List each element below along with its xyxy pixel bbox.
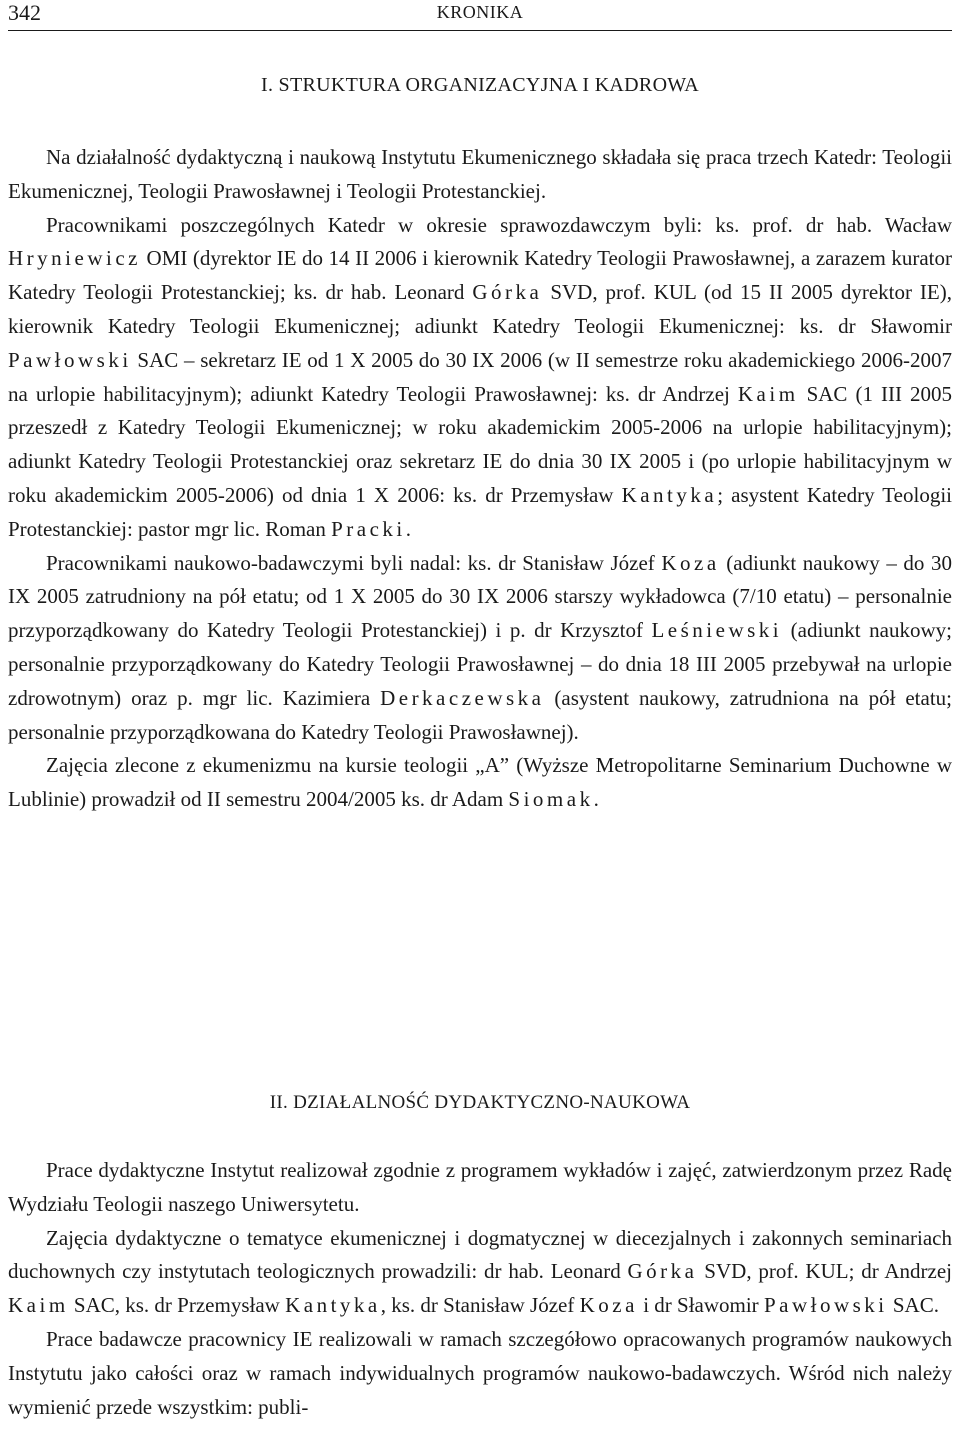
paragraph-research: Prace badawcze pracownicy IE realizowali w ramach szczegółowo opracowanych programów naukowych Instytutu jako całości oraz w ramach indywidualnych programów naukowo-badawczych. Wśród nich należy wymienić przede wszystkim: publi- [8, 1326, 952, 1419]
paragraph-staff: Pracownikami poszczególnych Katedr w okresie sprawozdawczym byli: ks. prof. dr hab. Wacław Hryniewicz OMI (dyrektor IE do 14 II 2006 i kierownik Katedry Teologii Prawosławnej, a zarazem kurator Katedry Teologii Protestanckiej; ks. dr hab. Leonard Górka SVD, prof. KUL (od 15 II 2005 dyrektor IE), kierownik Katedry Teologii Ekumenicznej; adiunkt Katedry Teologii Ekumenicznej: ks. dr Sławomir Pawłowski SAC – sekretarz IE od 1 X 2005 do 30 IX 2006 (w II semestrze roku akademickiego 2006-2007 na urlopie habilitacyjnym); adiunkt Katedry Teologii Prawosławnej: ks. dr Andrzej Kaim SAC (1 III 2005 przeszedł z Katedry Teologii Ekumenicznej; w roku akademickim 2005-2006 na urlopie habilitacyjnym); adiunkt Katedry Teologii Protestanckiej oraz sekretarz IE do dnia 30 IX 2005 i (po urlopie habilitacyjnym w roku akademickim 2005-2006) od dnia 1 X 2006: ks. dr Przemysław Kantyka; asystent Katedry Teologii Protestanckiej: pastor mgr lic. Roman Pracki. [8, 212, 952, 541]
paragraph-teaching: Zajęcia dydaktyczne o tematyce ekumenicznej i dogmatycznej w diecezjalnych i zakonnych seminariach duchownych czy instytutach teologicznych prowadzili: dr hab. Leonard Górka SVD, prof. KUL; dr Andrzej Kaim SAC, ks. dr Przemysław Kantyka, ks. dr Stanisław Józef Koza i dr Sławomir Pawłowski SAC. [8, 1225, 952, 1318]
person-name: Siomak [508, 787, 594, 812]
running-head: KRONIKA [436, 2, 524, 22]
page-number: 342 [8, 0, 41, 25]
person-name: Koza [579, 1293, 638, 1318]
paragraph-researchers: Pracownikami naukowo-badawczymi byli nadal: ks. dr Stanisław Józef Koza (adiunkt naukowy – do 30 IX 2005 zatrudniony na pół etatu; od 1 X 2005 do 30 IX 2006 starszy wykładowca (7/10 etatu) – personalnie przyporządkowany do Katedry Teologii Protestanckiej) i p. dr Krzysztof Leśniewski (adiunkt naukowy; personalnie przyporządkowany do Katedry Teologii Prawosławnej – do dnia 18 III 2005 przebywał na urlopie zdrowotnym) oraz p. mgr lic. Kazimiera Derkaczewska (asystent naukowy, zatrudniona na pół etatu; personalnie przyporządkowana do Katedry Teologii Prawosławnej). [8, 550, 952, 744]
section-body-structure [8, 141, 952, 817]
document-page [8, 0, 952, 1455]
person-name: Pawłowski [8, 347, 132, 372]
paragraph-commissioned: Zajęcia zlecone z ekumenizmu na kursie teologii „A” (Wyższe Metropolitarne Seminarium Duchowne w Lublinie) prowadził od II semestru 2004/2005 ks. dr Adam Siomak. [8, 753, 952, 812]
person-name: Pracki [331, 516, 406, 541]
page-header [8, 0, 952, 31]
person-name: Kantyka [285, 1293, 381, 1318]
person-name: Derkaczewska [380, 685, 545, 710]
section-heading-activity: II. DZIAŁALNOŚĆ DYDAKTYCZNO-NAUKOWA [269, 1092, 691, 1113]
section-body-activity [8, 1154, 952, 1424]
person-name: Hryniewicz [8, 246, 141, 271]
person-name: Górka [627, 1259, 698, 1284]
person-name: Koza [661, 550, 720, 575]
person-name: Górka [472, 280, 543, 305]
person-name: Pawłowski [763, 1293, 888, 1318]
section-heading-structure: I. STRUKTURA ORGANIZACYJNA I KADROWA [260, 74, 700, 96]
paragraph: Na działalność dydaktyczną i naukową Instytutu Ekumenicznego składała się praca trzech Katedr: Teologii Ekumenicznej, Teologii Prawosławnej i Teologii Protestanckiej. [8, 145, 952, 203]
paragraph: Prace dydaktyczne Instytut realizował zgodnie z programem wykładów i zajęć, zatwierdzonym przez Radę Wydziału Teologii naszego Uniwersytetu. [8, 1158, 952, 1216]
person-name: Kaim [8, 1293, 69, 1318]
person-name: Kantyka [621, 482, 718, 507]
person-name: Kaim [737, 381, 799, 406]
person-name: Leśniewski [651, 618, 783, 643]
